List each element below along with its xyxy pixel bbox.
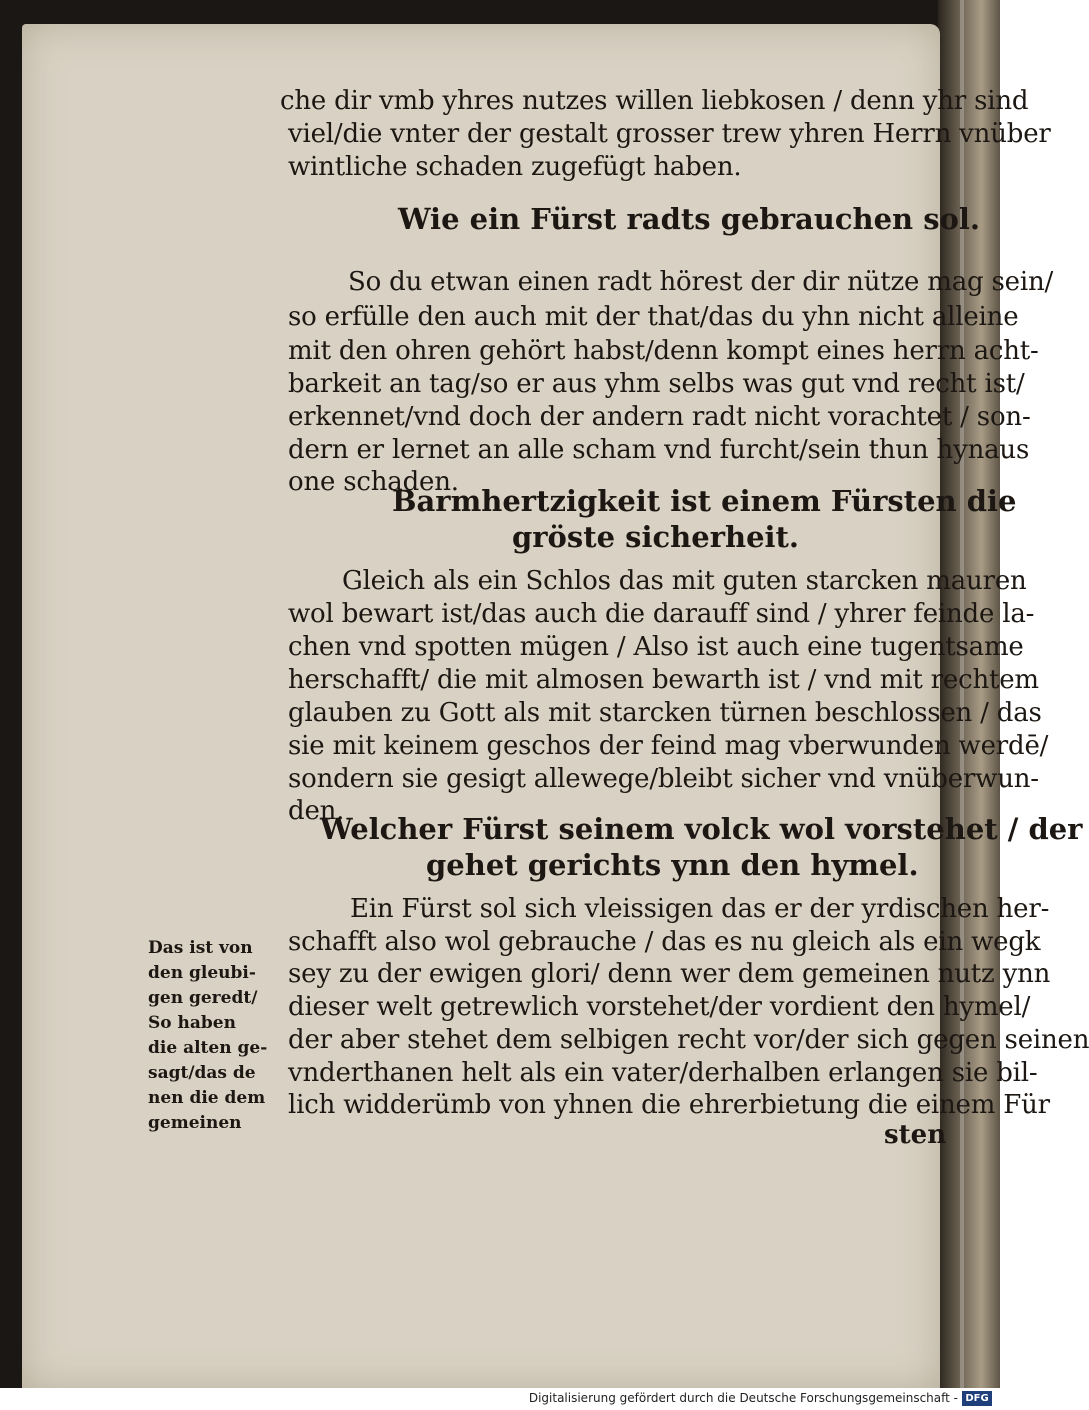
- text-line: sie mit keinem geschos der feind mag vberwunden werdē/: [288, 731, 1049, 761]
- text-line: erkennet/vnd doch der andern radt nicht vorachtet / son-: [288, 402, 1031, 432]
- text-line: schafft also wol gebrauche / das es nu gleich als ein wegk: [288, 927, 1041, 957]
- text-line: viel/die vnter der gestalt grosser trew yhren Herrn vnüber: [288, 119, 1051, 149]
- text-line: barkeit an tag/so er aus yhm selbs was gut vnd recht ist/: [288, 369, 1025, 399]
- margin-note-line: So haben: [148, 1013, 236, 1033]
- margin-note-line: gen geredt/: [148, 988, 258, 1008]
- text-line: sondern sie gesigt allewege/bleibt sicher vnd vnüberwun-: [288, 764, 1039, 794]
- text-line: glauben zu Gott als mit starcken türnen beschlossen / das: [288, 698, 1042, 728]
- text-line: sey zu der ewigen glori/ denn wer dem gemeinen nutz ynn: [288, 959, 1051, 989]
- margin-note-line: Das ist von: [148, 938, 253, 958]
- text-line: mit den ohren gehört habst/denn kompt eines herrn acht-: [288, 336, 1039, 366]
- text-line: den.: [288, 796, 345, 826]
- margin-note-line: gemeinen: [148, 1113, 242, 1133]
- text-line: wintliche schaden zugefügt haben.: [288, 152, 742, 182]
- margin-note-line: den gleubi-: [148, 963, 256, 983]
- text-line: dieser welt getrewlich vorstehet/der vordient den hymel/: [288, 992, 1031, 1022]
- text-line: one schaden.: [288, 467, 459, 497]
- footer-credit: Digitalisierung gefördert durch die Deutsche Forschungsgemeinschaft -: [528, 1391, 958, 1405]
- catchword: sten: [884, 1120, 947, 1150]
- text-line: der aber stehet dem selbigen recht vor/der sich gegen seinen: [288, 1025, 1089, 1055]
- section-heading: gröste sicherheit.: [512, 520, 800, 554]
- section-heading: Welcher Fürst seinem volck wol vorstehet / der: [320, 812, 1083, 846]
- margin-note-line: nen die dem: [148, 1088, 266, 1108]
- section-heading: Barmhertzigkeit ist einem Fürsten die: [392, 484, 1017, 518]
- margin-note-line: sagt/das de: [148, 1063, 256, 1083]
- text-line: Ein Fürst sol sich vleissigen das er der yrdischen her-: [350, 894, 1050, 924]
- text-line: chen vnd spotten mügen / Also ist auch eine tugentsame: [288, 632, 1024, 662]
- text-line: dern er lernet an alle scham vnd furcht/sein thun hynaus: [288, 435, 1030, 465]
- text-line: vnderthanen helt als ein vater/derhalben erlangen sie bil-: [288, 1058, 1038, 1088]
- text-line: lich widderümb von yhnen die ehrerbietung die einem Für: [288, 1090, 1050, 1120]
- text-line: So du etwan einen radt hörest der dir nütze mag sein/: [348, 267, 1054, 297]
- section-heading: gehet gerichts ynn den hymel.: [426, 848, 919, 882]
- footer-bar: [0, 1388, 1000, 1410]
- dfg-logo[interactable]: DFG: [962, 1391, 992, 1406]
- margin-note-line: die alten ge-: [148, 1038, 268, 1058]
- text-line: so erfülle den auch mit der that/das du yhn nicht alleine: [288, 302, 1019, 332]
- text-line: che dir vmb yhres nutzes willen liebkosen / denn yhr sind: [280, 86, 1029, 116]
- text-line: herschafft/ die mit almosen bewarth ist / vnd mit rechtem: [288, 665, 1039, 695]
- text-line: Gleich als ein Schlos das mit guten starcken mauren: [342, 566, 1027, 596]
- text-line: wol bewart ist/das auch die darauff sind / yhrer feinde la-: [288, 599, 1035, 629]
- section-heading: Wie ein Fürst radts gebrauchen sol.: [398, 202, 981, 236]
- book-page: [22, 24, 1089, 1390]
